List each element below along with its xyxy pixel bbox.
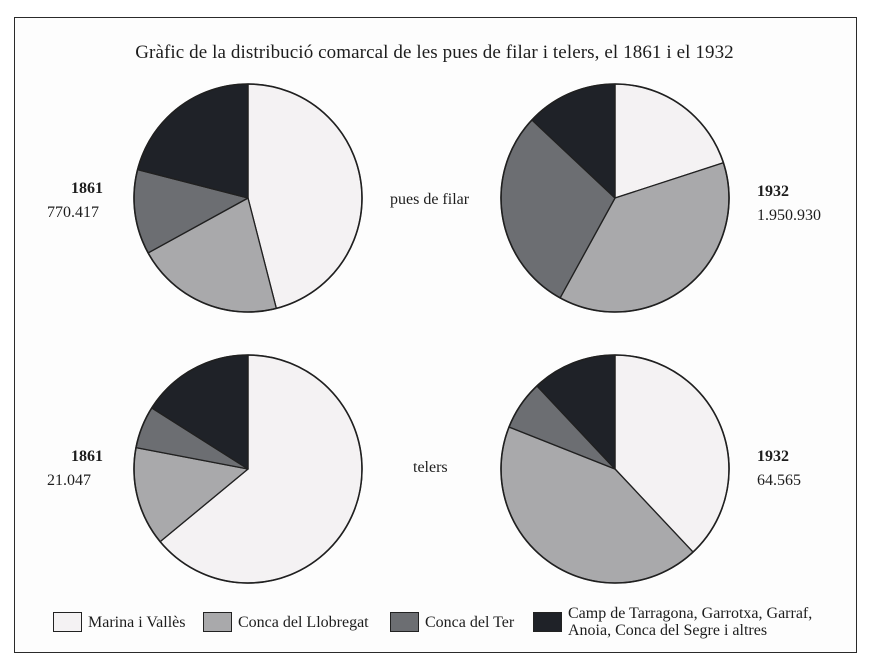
legend-swatch	[53, 612, 82, 632]
legend-swatch	[390, 612, 419, 632]
pie-1861-telers-year: 1861	[71, 448, 103, 465]
legend-item-marina-valles	[53, 612, 185, 632]
legend-label: Marina i Vallès	[88, 613, 186, 631]
legend-label: Camp de Tarragona, Garrotxa, Garraf, Anoia, Conca del Segre i altres	[568, 605, 813, 639]
pie-1932-telers-total: 64.565	[757, 472, 801, 489]
pie-1932-telers	[501, 355, 729, 583]
row-label-telers: telers	[413, 459, 448, 476]
pie-1932-pues-year: 1932	[757, 183, 789, 200]
legend-item-conca-ter	[390, 612, 514, 632]
pie-1861-pues	[134, 84, 362, 312]
pie-1861-pues-total: 770.417	[47, 204, 99, 221]
legend-swatch	[533, 612, 562, 632]
pie-1932-pues-total: 1.950.930	[757, 207, 821, 224]
row-label-pues-de-filar: pues de filar	[390, 191, 470, 208]
legend-item-conca-llobregat	[203, 612, 369, 632]
pie-1932-telers-year: 1932	[757, 448, 789, 465]
legend-label: Conca del Llobregat	[238, 613, 369, 631]
pie-1861-pues-year: 1861	[71, 180, 103, 197]
legend-swatch	[203, 612, 232, 632]
legend-label: Conca del Ter	[425, 613, 515, 631]
pie-1861-telers	[134, 355, 362, 583]
chart-title: Gràfic de la distribució comarcal de les pues de filar i telers, el 1861 i el 1932	[135, 42, 734, 63]
pie-1861-telers-total: 21.047	[47, 472, 91, 489]
legend-item-camp-tarragona-altres	[533, 605, 853, 639]
pie-1932-pues	[501, 84, 729, 312]
